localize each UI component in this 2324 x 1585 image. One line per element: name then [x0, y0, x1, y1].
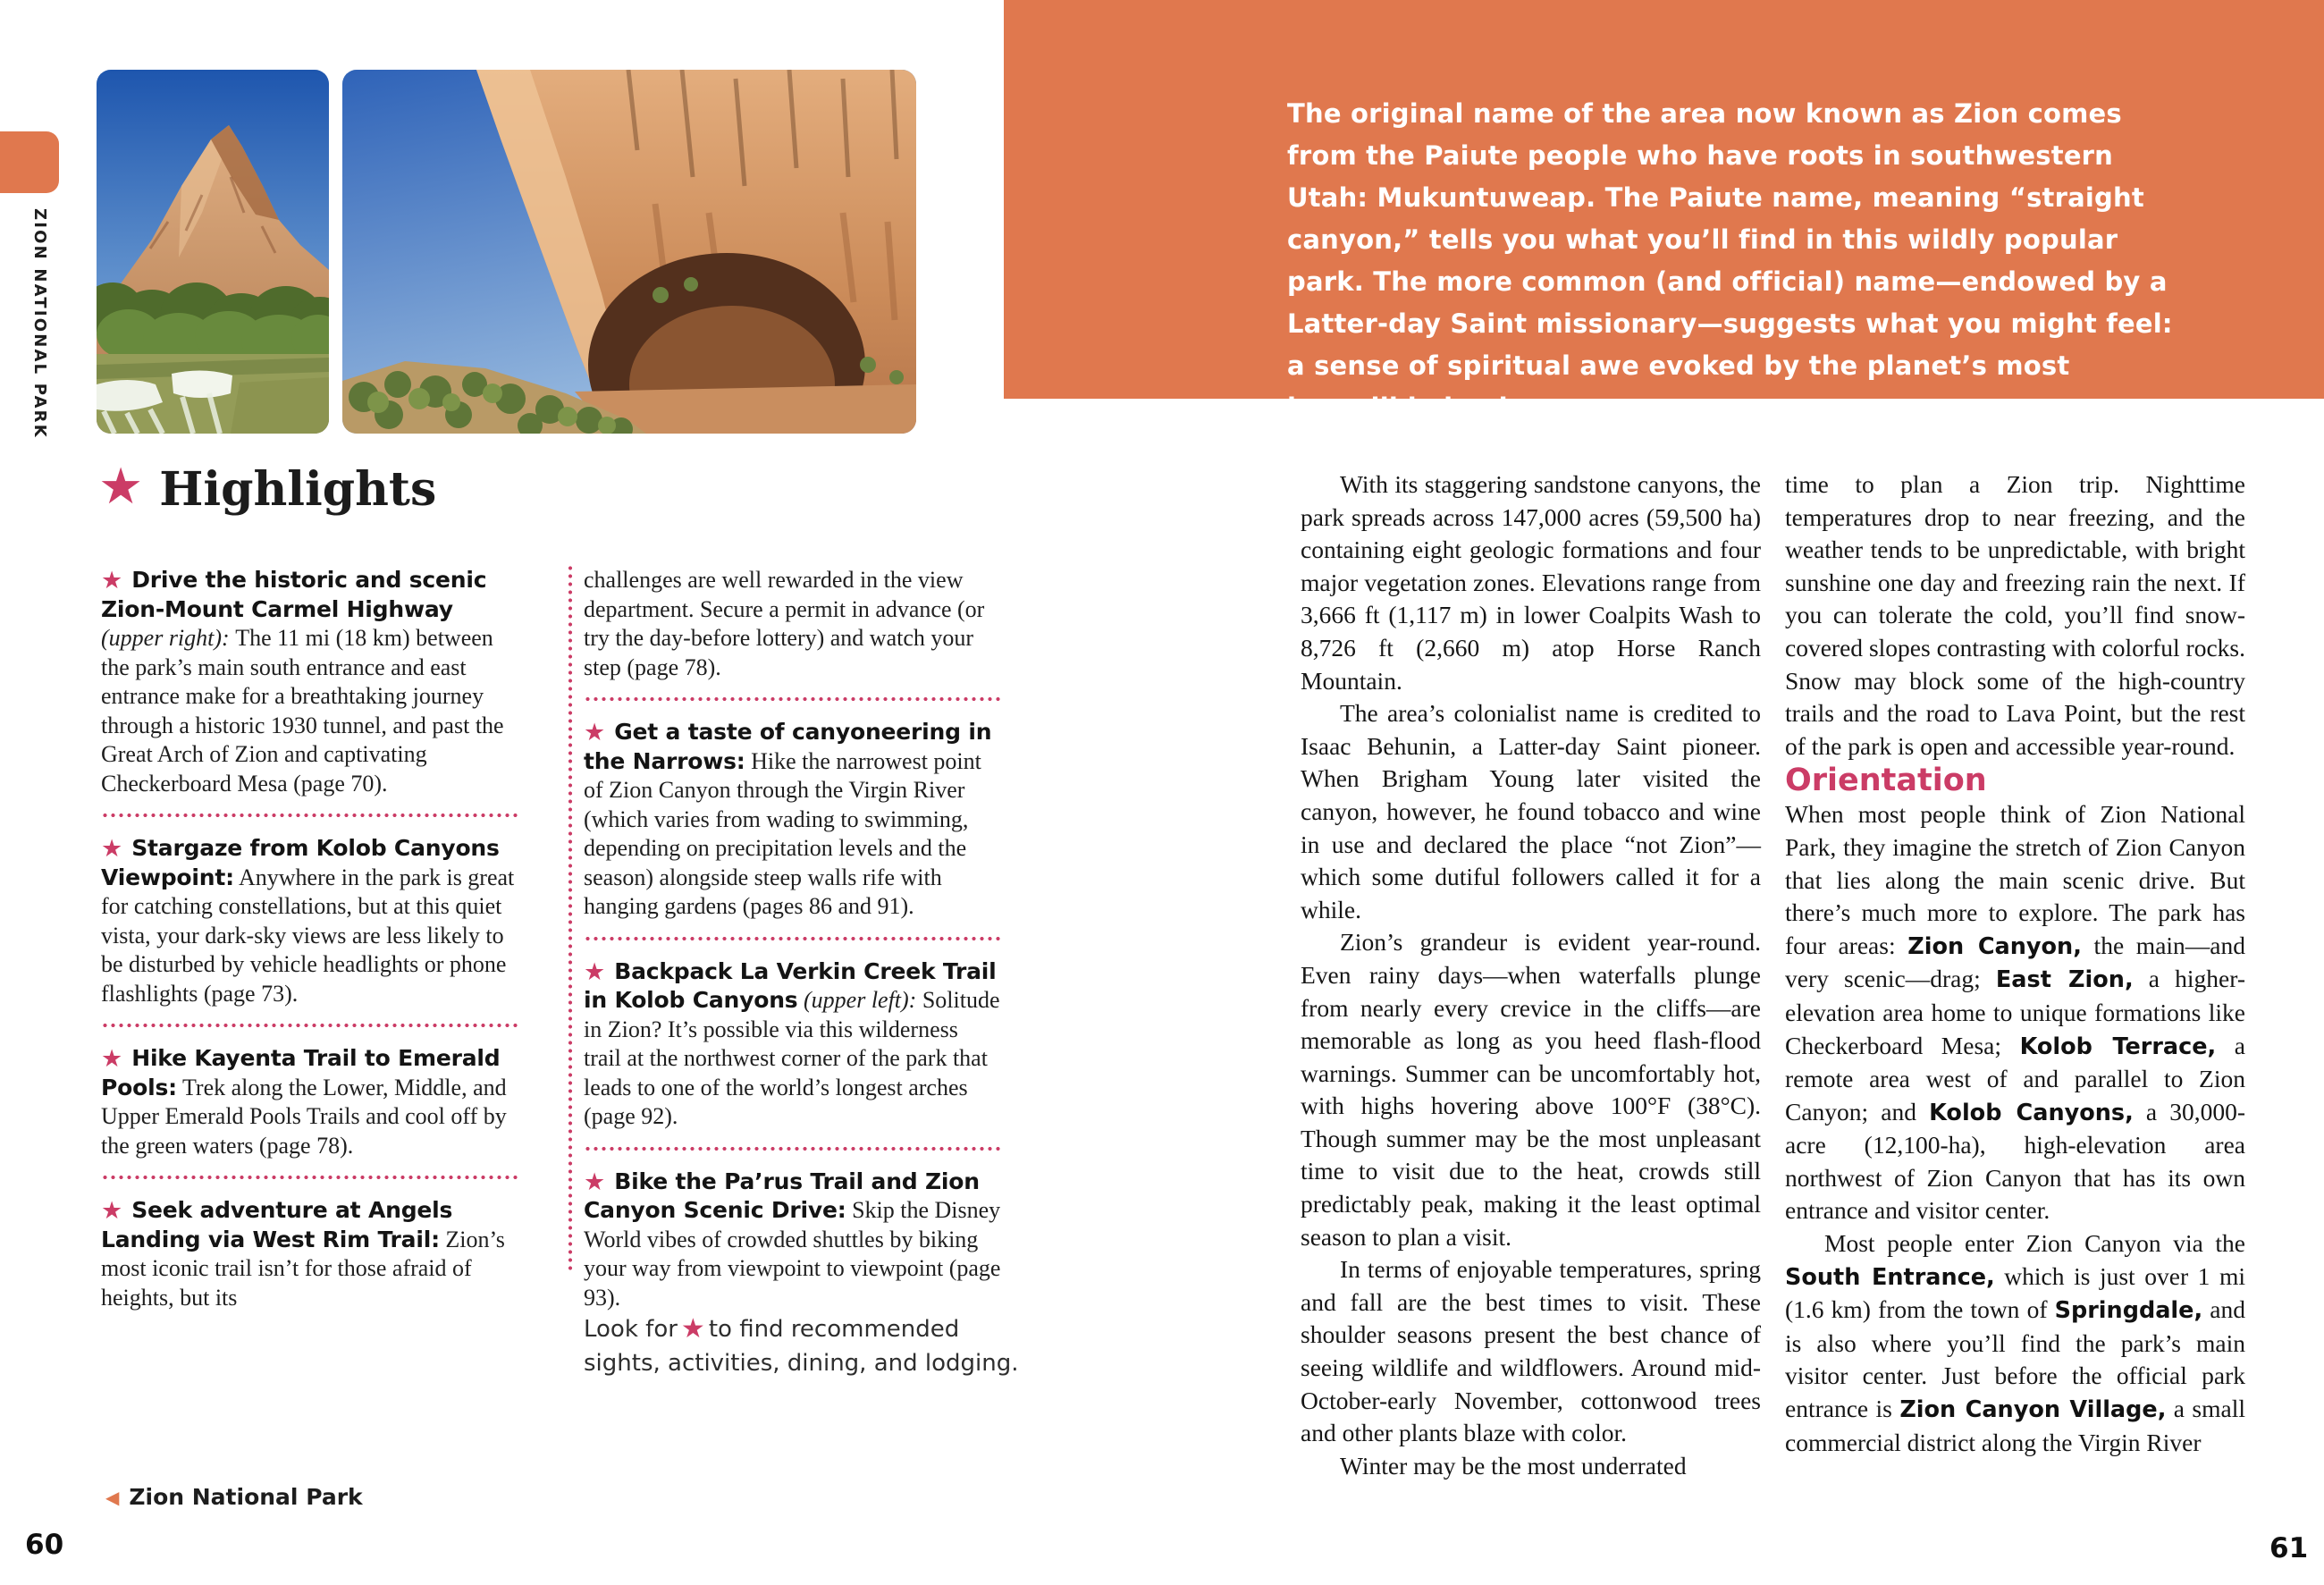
- highlight-lead: Bike the Pa’rus Trail and Zion Canyon Scenic Drive:: [584, 1168, 980, 1223]
- bold-term: Kolob Canyons,: [1929, 1099, 2134, 1126]
- body-paragraph: In terms of enjoyable temperatures, spring and fall are the best times to visit. These shoulder seasons present the best chance of seeing wildlife and wildflowers. Around mid-October-early November, cottonwood trees and other plants blaze with color.: [1301, 1255, 1761, 1447]
- star-icon: ★: [101, 1045, 123, 1073]
- dotted-separator: [101, 1024, 519, 1027]
- highlight-lead: Stargaze from Kolob Canyons Viewpoint:: [101, 835, 500, 890]
- text-run: and is also where you’ll find the park’s main visitor center. Just before the official park entrance is: [1785, 1295, 2245, 1423]
- bold-term: South Entrance,: [1785, 1263, 1995, 1291]
- column-divider-dotted: [568, 564, 572, 1273]
- note-prefix: Look for: [584, 1316, 678, 1343]
- highlight-body: Skip the Disney World vibes of crowded shuttles by biking your way from viewpoint to viewpoint (page 93).: [584, 1197, 1001, 1311]
- bold-term: Kolob Terrace,: [2019, 1033, 2217, 1060]
- mountain-waterfall-illustration: [97, 70, 329, 434]
- highlight-item-angels-landing: [101, 1196, 519, 1312]
- star-icon: ★: [101, 835, 123, 863]
- body-paragraph: [1785, 1227, 2245, 1459]
- star-icon: ★: [680, 1313, 705, 1345]
- page-number-right: 61: [2269, 1532, 2309, 1564]
- body-paragraph: With its staggering sandstone canyons, the park spreads across 147,000 acres (59,500 ha) containing eight geologic formations and four major vegetation zones. Elevations range from 3,666 ft (1,117 m) in lower Coalpits Wash to 8,726 ft (2,660 m) atop Horse Ranch Mountain.: [1301, 470, 1761, 695]
- highlight-item-narrows: [584, 718, 1001, 922]
- body-paragraph: time to plan a Zion trip. Nighttime temperatures drop to near freezing, and the weather tends to be unpredictable, with bright sunshine one day and freezing rain the next. If you can tolerate the cold, you’ll find snow-covered slopes contrasting with colorful rocks. Snow may block some of the high-country trails and the road to Lava Point, but the rest of the park is open and accessible year-round.: [1785, 470, 2245, 760]
- body-paragraph: [1785, 798, 2245, 1227]
- star-icon: ★: [584, 957, 606, 986]
- orientation-heading: Orientation: [1785, 763, 1987, 799]
- page-number-left: 60: [25, 1529, 64, 1561]
- highlight-item-stargaze-kolob: [101, 834, 519, 1008]
- photo-canyon-arch: [342, 70, 916, 434]
- back-arrow-icon: ◀: [105, 1486, 120, 1508]
- dotted-separator: [584, 937, 1001, 940]
- highlight-item-zion-mount-carmel: [101, 566, 519, 798]
- intro-callout-box: [1004, 0, 2324, 423]
- highlight-item-kayenta-emerald-pools: [101, 1044, 519, 1160]
- dotted-separator: [101, 814, 519, 817]
- text-run: a 30,000-acre (12,100-ha), high-elevation area northwest of Zion Canyon that has its own entrance and visitor center.: [1785, 1097, 2245, 1225]
- dotted-separator: [584, 697, 1001, 701]
- highlights-star-icon: ★: [98, 458, 144, 516]
- text-run: which is just over 1 mi (1.6 km) from the town of: [1785, 1261, 2245, 1324]
- dotted-separator: [584, 1147, 1001, 1151]
- highlight-body: Trek along the Lower, Middle, and Upper Emerald Pools Trails and cool off by the green waters (page 78).: [101, 1074, 507, 1159]
- bold-term: Zion Canyon,: [1907, 932, 2082, 960]
- photo-mountain-waterfall: [97, 70, 329, 434]
- star-icon: ★: [101, 567, 123, 594]
- highlights-column-1: [101, 566, 519, 1312]
- dotted-separator: [101, 1176, 519, 1179]
- bold-term: Zion Canyon Village,: [1899, 1396, 2167, 1424]
- highlight-body: Zion’s most iconic trail isn’t for those afraid of heights, but its: [101, 1226, 505, 1311]
- highlights-column-2: [584, 566, 1001, 1312]
- body-paragraph: Zion’s grandeur is evident year-round. Even rainy days—when waterfalls plunge from nearly every crevice in the cliffs—are memorable as long as you heed flash-flood warnings. Summer can be uncomfortably hot, with highs hovering above 100°F (38°C). Though summer may be the most unpleasant time to visit due to the heat, crowds still predictably peak, making it the least optimal season to plan a visit.: [1301, 928, 1761, 1251]
- highlight-caption-ref: (upper right):: [101, 625, 236, 651]
- note-suffix: to find recommended sights, activities, dining, and lodging.: [584, 1316, 1019, 1377]
- highlight-caption-ref: (upper left):: [797, 987, 922, 1013]
- text-run: a remote area west of and parallel to Zion Canyon; and: [1785, 1031, 2245, 1126]
- text-run: a higher-elevation area home to unique formations like Checkerboard Mesa;: [1785, 965, 2246, 1059]
- chapter-tab-label: ZION NATIONAL PARK: [30, 208, 49, 439]
- intro-callout-text: The original name of the area now known as Zion comes from the Paiute people who have roots in southwestern Utah: Mukuntuweap. The Paiute name, meaning “straight canyon,” tells you what you’ll find in this wildly popular park. The more common (and official) name—endowed by a Latter-day Saint missionary—suggests what you might feel: a sense of spiritual awe evoked by the planet’s most incredible landscapes.: [1287, 98, 2173, 423]
- breadcrumb: [105, 1484, 363, 1510]
- highlight-body: The 11 mi (18 km) between the park’s main south entrance and east entrance make for a breathtaking journey through a historic 1930 tunnel, and past the Great Arch of Zion and captivating Checkerboard Mesa (page 70).: [101, 625, 504, 797]
- body-paragraph: Winter may be the most underrated: [1340, 1451, 1687, 1480]
- body-paragraph: The area’s colonialist name is credited to Isaac Behunin, a Latter-day Saint pioneer. When Brigham Young later visited the canyon, however, he found tobacco and wine in use and declared the place “not Zion”—which some dutiful followers called it for a while.: [1301, 699, 1761, 923]
- highlight-body: challenges are well rewarded in the view department. Secure a permit in advance (or try the day-before lottery) and watch your step (page 78).: [584, 567, 985, 680]
- canyon-arch-illustration: [342, 70, 916, 434]
- bold-term: East Zion,: [1995, 966, 2134, 994]
- highlight-item-la-verkin-creek: [584, 957, 1001, 1132]
- star-icon: ★: [101, 1197, 123, 1225]
- highlight-lead: Drive the historic and scenic Zion-Mount Carmel Highway: [101, 567, 487, 622]
- highlight-item-parus-trail: [584, 1168, 1001, 1313]
- highlight-body: Solitude in Zion? It’s possible via this wilderness trail at the northwest corner of the park that leads to one of the world’s longest arches (page 92).: [584, 987, 1000, 1129]
- highlights-title: Highlights: [159, 462, 437, 517]
- highlight-body: Hike the narrowest point of Zion Canyon through the Virgin River (which varies from wading to swimming, depending on precipitation levels and the season) alongside steep walls rife with hanging gardens (pages 86 and 91).: [584, 747, 981, 919]
- text-run: Most people enter Zion Canyon via the: [1824, 1229, 2245, 1258]
- highlight-item-continuation: [584, 566, 1001, 682]
- highlight-lead: Get a taste of canyoneering in the Narrows:: [584, 719, 992, 774]
- body-column-2: [1785, 468, 2245, 1459]
- text-run: the main—and very scenic—drag;: [1785, 931, 2245, 993]
- chapter-tab: [0, 131, 59, 193]
- star-icon: ★: [584, 1168, 606, 1196]
- bold-term: Springdale,: [2054, 1297, 2203, 1325]
- text-run: a small commercial district along the Virgin River: [1785, 1395, 2246, 1456]
- highlight-body: Anywhere in the park is great for catching constellations, but at this quiet vista, your dark-sky views are less likely to be disturbed by vehicle headlights or phone flashlights (page 73).: [101, 864, 515, 1007]
- breadcrumb-label: Zion National Park: [129, 1484, 363, 1510]
- star-legend-note: [584, 1312, 1031, 1380]
- highlight-lead: Seek adventure at Angels Landing via West Rim Trail:: [101, 1197, 453, 1252]
- body-column-1: [1301, 468, 1761, 1482]
- highlights-header: [98, 458, 437, 517]
- highlight-lead: Hike Kayenta Trail to Emerald Pools:: [101, 1045, 501, 1100]
- highlight-lead: Backpack La Verkin Creek Trail in Kolob Canyons: [584, 957, 997, 1013]
- star-icon: ★: [584, 719, 606, 746]
- text-run: When most people think of Zion National Park, they imagine the stretch of Zion Canyon that lies along the main scenic drive. But there’s much more to explore. The park has four areas:: [1785, 800, 2245, 959]
